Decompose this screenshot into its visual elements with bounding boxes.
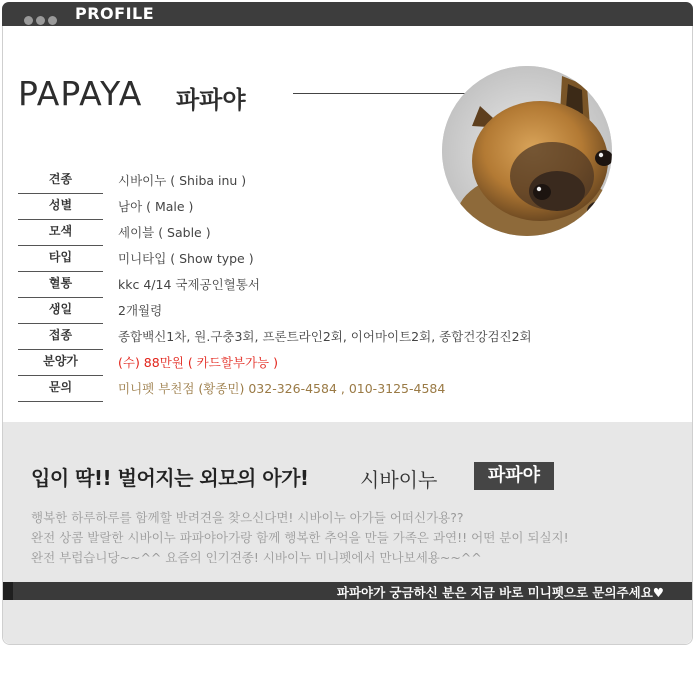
cta-text: 파파야가 궁금하신 분은 지금 바로 미니펫으로 문의주세요♥ xyxy=(336,585,664,600)
profile-label: 분양가 xyxy=(18,351,103,376)
cta-bar xyxy=(3,582,692,600)
profile-value: 종합백신1차, 원.구충3회, 프론트라인2회, 이어마이트2회, 종합건강검진2회 xyxy=(118,329,532,344)
name-divider xyxy=(293,93,469,94)
promo-breed: 시바이누 xyxy=(360,468,438,492)
profile-value: 미니타입 ( Show type ) xyxy=(118,251,254,266)
header-title: PROFILE xyxy=(75,4,155,23)
dot-icon xyxy=(36,16,45,25)
profile-label: 생일 xyxy=(18,299,103,324)
profile-value: (수) 88만원 ( 카드할부가능 ) xyxy=(118,355,278,370)
profile-value: 남아 ( Male ) xyxy=(118,199,194,214)
pet-name-english: PAPAYA xyxy=(18,74,143,113)
profile-value: 시바이누 ( Shiba inu ) xyxy=(118,173,247,188)
profile-row xyxy=(18,221,618,247)
promo-line-1: 행복한 하루하루를 함께할 반려견을 찾으신다면! 시바이누 아가들 어떠신가용?? xyxy=(31,510,464,525)
profile-row xyxy=(18,273,618,299)
profile-row xyxy=(18,195,618,221)
profile-row xyxy=(18,299,618,325)
profile-row xyxy=(18,325,618,351)
profile-value: 2개월령 xyxy=(118,303,163,318)
profile-label: 성별 xyxy=(18,195,103,220)
profile-value: kkc 4/14 국제공인혈통서 xyxy=(118,277,260,292)
profile-label: 견종 xyxy=(18,169,103,194)
profile-label: 접종 xyxy=(18,325,103,350)
profile-value: 세이블 ( Sable ) xyxy=(118,225,211,240)
profile-label: 모색 xyxy=(18,221,103,246)
profile-row xyxy=(18,351,618,377)
profile-value: 미니펫 부천점 (황종민) 032-326-4584 , 010-3125-4584 xyxy=(118,381,446,396)
profile-header-bar xyxy=(2,2,693,26)
dot-icon xyxy=(48,16,57,25)
promo-name-tag: 파파야 xyxy=(474,462,554,490)
profile-label: 문의 xyxy=(18,377,103,402)
profile-row xyxy=(18,247,618,273)
profile-label: 혈통 xyxy=(18,273,103,298)
profile-row xyxy=(18,169,618,195)
cta-bar-cap xyxy=(3,582,13,600)
promo-line-3: 완전 부럽습니당~~^^ 요즘의 인기견종! 시바이누 미니펫에서 만나보세용~~^^ xyxy=(31,550,482,565)
profile-row xyxy=(18,377,618,403)
profile-label: 타입 xyxy=(18,247,103,272)
promo-headline: 입이 딱!! 벌어지는 외모의 아가! xyxy=(31,466,309,490)
pet-name-korean: 파파야 xyxy=(176,86,246,114)
promo-line-2: 완전 상콤 발랄한 시바이누 파파야아가랑 함께 행복한 추억을 만들 가족은 과연!! 어떤 분이 되실지! xyxy=(31,530,569,545)
dot-icon xyxy=(24,16,33,25)
